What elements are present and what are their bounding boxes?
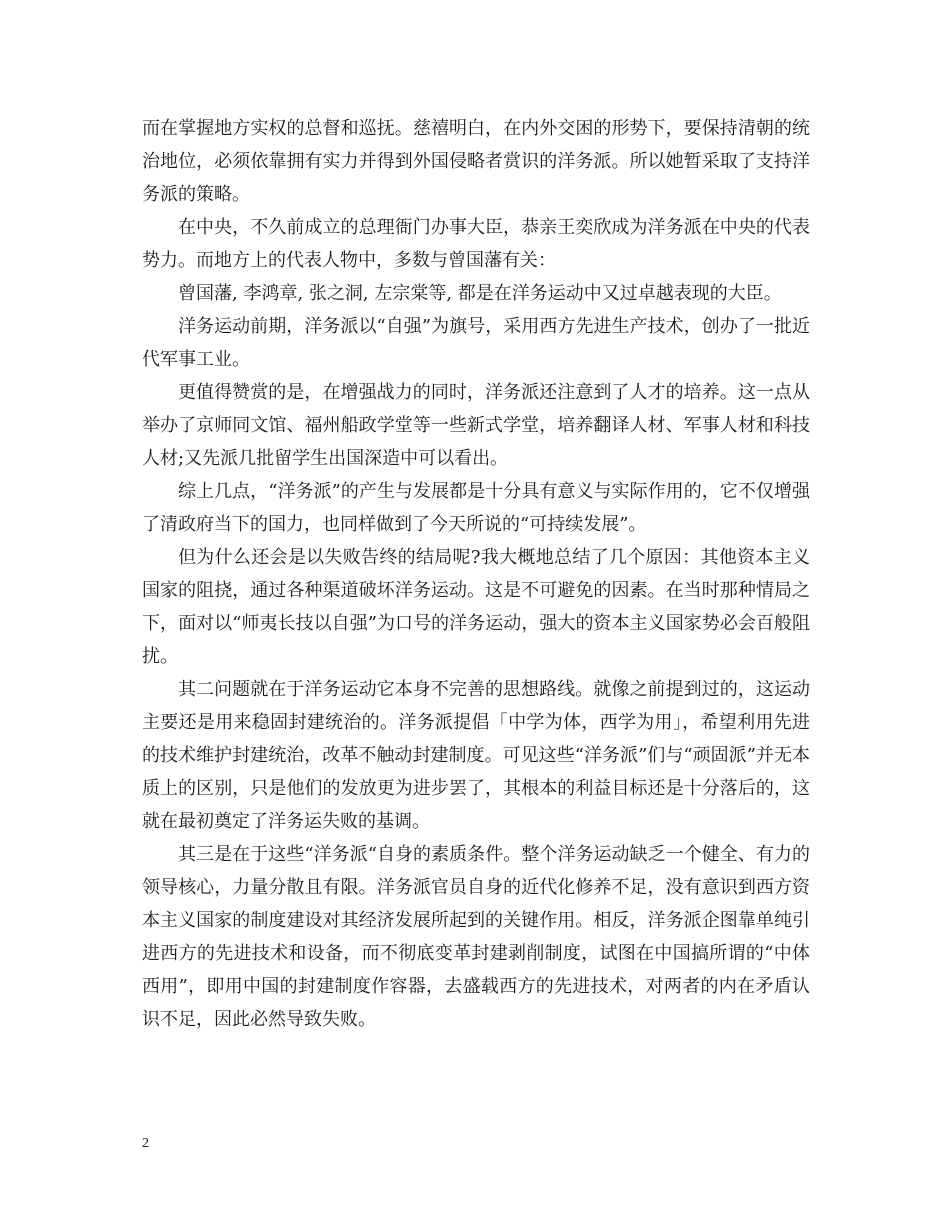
paragraph-3: 曾国藩, 李鸿章, 张之洞, 左宗棠等, 都是在洋务运动中又过卓越表现的大臣。 bbox=[178, 283, 782, 304]
paragraph-6: 综上几点，“洋务派”的产生与发展都是十分具有意义与实际作用的，它不仅增强了清政府当下的国力，也同样做到了今天所说的“可持续发展”。 bbox=[142, 481, 810, 535]
paragraph-8: 其二问题就在于洋务运动它本身不完善的思想路线。就像之前提到过的，这运动主要还是用来稳固封建统治的。洋务派提倡「中学为体，西学为用」，希望利用先进的技术维护封建统治，改革不触动封建制度。可见这些“洋务派”们与“顽固派”并无本质上的区别，只是他们的发放更为进步罢了，其根本的利益目标还是十分落后的，这就在最初奠定了洋务运失败的基调。 bbox=[142, 679, 810, 832]
paragraph-7: 但为什么还会是以失败告终的结局呢?我大概地总结了几个原因：其他资本主义国家的阻挠，通过各种渠道破坏洋务运动。这是不可避免的因素。在当时那种情局之下，面对以“师夷长技以自强”为口号的洋务运动，强大的资本主义国家势必会百般阻扰。 bbox=[142, 547, 810, 667]
page-number: 2 bbox=[142, 1136, 149, 1151]
paragraph-2: 在中央，不久前成立的总理衙门办事大臣，恭亲王奕欣成为洋务派在中央的代表势力。而地方上的代表人物中，多数与曾国藩有关： bbox=[142, 217, 810, 271]
document-body bbox=[142, 112, 810, 1036]
paragraph-9: 其三是在于这些“洋务派“自身的素质条件。整个洋务运动缺乏一个健全、有力的领导核心，力量分散且有限。洋务派官员自身的近代化修养不足，没有意识到西方资本主义国家的制度建设对其经济发展所起到的关键作用。相反，洋务派企图靠单纯引进西方的先进技术和设备，而不彻底变革封建剥削制度，试图在中国搞所谓的“中体西用”，即用中国的封建制度作容器，去盛载西方的先进技术，对两者的内在矛盾认识不足，因此必然导致失败。 bbox=[142, 844, 810, 1030]
paragraph-4: 洋务运动前期，洋务派以“自强”为旗号，采用西方先进生产技术，创办了一批近代军事工业。 bbox=[142, 316, 810, 370]
paragraph-5: 更值得赞赏的是，在增强战力的同时，洋务派还注意到了人才的培养。这一点从举办了京师同文馆、福州船政学堂等一些新式学堂，培养翻译人材、军事人材和科技人材;又先派几批留学生出国深造中可以看出。 bbox=[142, 382, 810, 469]
paragraph-1: 而在掌握地方实权的总督和巡抚。慈禧明白，在内外交困的形势下，要保持清朝的统治地位，必须依靠拥有实力并得到外国侵略者赏识的洋务派。所以她暂采取了支持洋务派的策略。 bbox=[142, 118, 810, 205]
